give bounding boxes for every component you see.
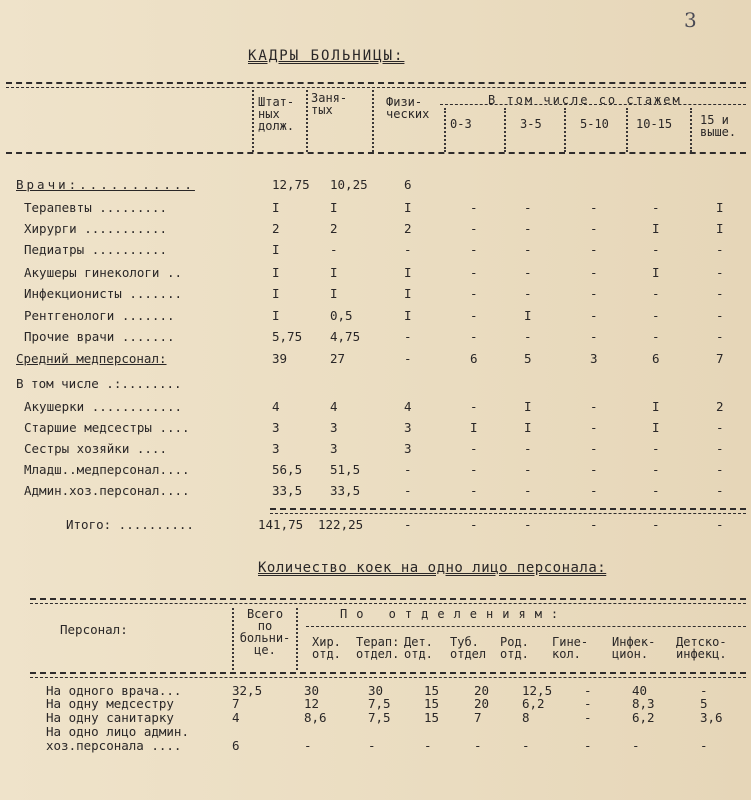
cell-value: I [272,308,280,323]
header-line: отд. [312,647,341,661]
cell-value: - [652,462,660,477]
total-value: - [524,517,532,532]
table2-header-rule [30,672,746,674]
cell-value: 5 [700,696,708,711]
department-header [552,636,588,660]
cell-value: 56,5 [272,462,303,477]
cell-value: I [272,242,280,257]
header-physical [386,96,429,120]
header-line: цион. [612,647,649,661]
cell-value: - [716,462,724,477]
row-label: В том числе .:........ [16,376,182,391]
cell-value: - [700,738,708,753]
row-label: На одно лицо админ. [46,724,189,739]
cell-value: - [522,738,530,753]
header-line: отдел. [356,647,400,661]
cell-value: 2 [404,221,412,236]
department-header [500,636,529,660]
col-divider [626,108,628,152]
cell-value: - [470,308,478,323]
row-label: Админ.хоз.персонал.... [24,483,190,498]
cell-value: - [470,286,478,301]
cell-value: 3 [330,420,338,435]
cell-value: - [304,738,312,753]
header-by-department: По отделениям: [340,607,568,621]
cell-value: 32,5 [232,683,263,698]
cell-value: 12,75 [272,177,310,192]
cell-value: 6,2 [632,710,655,725]
cell-value: - [524,286,532,301]
cell-value: I [330,265,338,280]
row-label: Старшие медсестры .... [24,420,190,435]
header-line: Инфек- [612,635,656,649]
cell-value: 33,5 [272,483,303,498]
page-number: 3 [684,8,697,32]
cell-value: 15 [424,710,440,725]
header-line: Гине- [552,635,589,649]
row-label: Педиатры .......... [24,242,167,257]
total-value: - [652,517,660,532]
header-line: больни- [239,631,291,645]
cell-value: - [652,441,660,456]
cell-value: 3,6 [700,710,723,725]
cell-value: I [652,221,660,236]
total-value: 141,75 [258,517,304,532]
row-label: Прочие врачи ....... [24,329,175,344]
cell-value: I [524,399,532,414]
cell-value: 2 [330,221,338,236]
total-label: Итого: .......... [66,517,194,532]
cell-value: - [470,200,478,215]
cell-value: 30 [368,683,384,698]
cell-value: - [584,696,592,711]
cell-value: 4 [232,710,240,725]
row-label: Хирурги ........... [24,221,167,236]
cell-value: 20 [474,683,490,698]
cell-value: - [590,329,598,344]
header-exp-15-plus [700,114,736,138]
cell-value: 2 [272,221,280,236]
cell-value: - [470,483,478,498]
cell-value: - [652,308,660,323]
title-beds-per-staff: Количество коек на одно лицо персонала: [258,560,607,576]
cell-value: - [584,683,592,698]
col-personal-header: Персонал: [60,622,128,637]
cell-value: - [524,265,532,280]
cell-value: - [470,265,478,280]
cell-value: - [652,329,660,344]
cell-value: - [716,420,724,435]
cell-value: - [524,242,532,257]
cell-value: - [524,462,532,477]
cell-value: 6 [404,177,412,192]
cell-value: 8,3 [632,696,655,711]
cell-value: - [700,683,708,698]
row-label: Средний медперсонал: [16,351,167,366]
header-line: Детско- [676,635,727,649]
department-header [450,636,486,660]
cell-value: - [652,483,660,498]
total-value: - [404,517,412,532]
cell-value: 4 [272,399,280,414]
cell-value: I [524,308,532,323]
cell-value: 33,5 [330,483,361,498]
cell-value: - [590,242,598,257]
header-line: инфекц. [676,647,727,661]
cell-value: - [590,308,598,323]
cell-value: I [404,200,412,215]
cell-value: - [470,462,478,477]
cell-value: - [716,329,724,344]
header-line: Терап: [356,635,400,649]
cell-value: I [716,221,724,236]
col-divider [306,90,308,152]
cell-value: - [470,221,478,236]
row-label: Терапевты ......... [24,200,167,215]
col-divider [296,608,298,670]
cell-value: - [590,286,598,301]
table2-group-rule [306,626,746,627]
cell-value: - [470,242,478,257]
row-label: На одну санитарку [46,710,174,725]
cell-value: 7,5 [368,710,391,725]
cell-value: - [584,710,592,725]
department-header [312,636,341,660]
header-line: Штат- [258,95,295,109]
cell-value: - [590,441,598,456]
header-line: выше. [700,125,737,139]
cell-value: - [470,441,478,456]
cell-value: - [716,483,724,498]
header-experience-group: В том числе со стажем [488,93,682,107]
cell-value: 51,5 [330,462,361,477]
cell-value: - [474,738,482,753]
department-header [404,636,433,660]
department-header [676,636,727,660]
header-line: кол. [552,647,581,661]
cell-value: - [470,329,478,344]
col-divider [232,608,234,670]
cell-value: 39 [272,351,288,366]
cell-value: 6 [470,351,478,366]
cell-value: I [470,420,478,435]
cell-value: 0,5 [330,308,353,323]
cell-value: 20 [474,696,490,711]
cell-value: 3 [404,420,412,435]
cell-value: I [652,420,660,435]
cell-value: I [652,399,660,414]
table1-top-rule-2 [6,87,746,88]
cell-value: 15 [424,683,440,698]
cell-value: 30 [304,683,320,698]
cell-value: - [652,286,660,301]
cell-value: 4,75 [330,329,361,344]
total-rule-2 [270,513,746,514]
cell-value: - [590,483,598,498]
cell-value: 12 [304,696,320,711]
table1-header-rule [6,152,746,154]
cell-value: I [404,265,412,280]
header-line: Заня- [311,91,348,105]
cell-value: - [524,200,532,215]
cell-value: 3 [404,441,412,456]
row-label: Врачи:........... [16,177,195,192]
col-divider [252,90,254,152]
cell-value: 10,25 [330,177,368,192]
total-value: - [590,517,598,532]
header-exp-5-10: 5-10 [580,117,609,131]
cell-value: 3 [272,420,280,435]
cell-value: - [404,242,412,257]
cell-value: 12,5 [522,683,553,698]
cell-value: I [330,286,338,301]
header-line: Хир. [312,635,341,649]
cell-value: - [590,420,598,435]
cell-value: 2 [716,399,724,414]
cell-value: 4 [404,399,412,414]
header-line: 15 и [700,113,729,127]
cell-value: I [330,200,338,215]
department-header [612,636,655,660]
cell-value: 7 [716,351,724,366]
header-line: Всего [246,607,284,621]
row-label: Акушерки ............ [24,399,183,414]
header-staff-positions [258,96,294,132]
cell-value: - [330,242,338,257]
cell-value: - [590,265,598,280]
cell-value: - [590,462,598,477]
cell-value: 3 [590,351,598,366]
header-line: отдел [450,647,487,661]
cell-value: 3 [330,441,338,456]
cell-value: - [470,399,478,414]
cell-value: 8,6 [304,710,327,725]
row-label: хоз.персонала .... [46,738,182,753]
cell-value: 27 [330,351,346,366]
col-divider [372,90,374,152]
cell-value: 7 [232,696,240,711]
cell-value: I [272,200,280,215]
cell-value: - [716,441,724,456]
row-label: На одного врача... [46,683,182,698]
cell-value: - [404,351,412,366]
cell-value: - [590,200,598,215]
cell-value: - [404,483,412,498]
cell-value: - [524,441,532,456]
total-value: 122,25 [318,517,364,532]
cell-value: - [652,242,660,257]
cell-value: - [524,221,532,236]
cell-value: I [404,286,412,301]
cell-value: - [716,265,724,280]
header-line: Род. [500,635,529,649]
cell-value: 7,5 [368,696,391,711]
cell-value: 15 [424,696,440,711]
cell-value: 6 [652,351,660,366]
row-label: Младш..медперсонал.... [24,462,190,477]
row-label: Рентгенологи ....... [24,308,175,323]
cell-value: I [524,420,532,435]
col-total-header [236,608,294,656]
col-divider [690,108,692,152]
cell-value: - [368,738,376,753]
cell-value: I [272,265,280,280]
cell-value: - [652,200,660,215]
cell-value: - [590,399,598,414]
header-line: долж. [258,119,295,133]
cell-value: - [424,738,432,753]
header-line: Туб. [450,635,479,649]
header-line: ческих [386,107,430,121]
row-label: Акушеры гинекологи .. [24,265,183,280]
cell-value: - [584,738,592,753]
table2-top-rule-2 [30,603,746,604]
cell-value: 8 [522,710,530,725]
cell-value: - [524,483,532,498]
cell-value: I [652,265,660,280]
table1-top-rule [6,82,746,84]
total-rule [270,508,746,510]
title-hospital-staff: КАДРЫ БОЛЬНИЦЫ: [248,48,405,64]
cell-value: 5 [524,351,532,366]
header-line: Дет. [404,635,433,649]
cell-value: - [404,462,412,477]
table2-header-rule-2 [30,677,746,678]
department-header [356,636,399,660]
cell-value: - [716,308,724,323]
header-occupied [311,92,347,116]
cell-value: - [632,738,640,753]
cell-value: I [716,200,724,215]
header-line: тых [311,103,333,117]
col-divider [504,108,506,152]
header-line: ных [258,107,280,121]
cell-value: - [590,221,598,236]
row-label: На одну медсестру [46,696,174,711]
cell-value: 6 [232,738,240,753]
col-divider [444,108,446,152]
table2-top-rule [30,598,746,600]
cell-value: I [272,286,280,301]
header-exp-0-3: 0-3 [450,117,472,131]
row-label: Сестры хозяйки .... [24,441,167,456]
cell-value: 7 [474,710,482,725]
header-line: Физи- [386,95,423,109]
cell-value: I [404,308,412,323]
header-line: отд. [404,647,433,661]
cell-value: 3 [272,441,280,456]
cell-value: - [716,242,724,257]
cell-value: 5,75 [272,329,303,344]
cell-value: - [404,329,412,344]
row-label: Инфекционисты ....... [24,286,183,301]
total-value: - [716,517,724,532]
header-exp-3-5: 3-5 [520,117,542,131]
cell-value: 6,2 [522,696,545,711]
header-line: це. [254,643,276,657]
cell-value: - [716,286,724,301]
header-line: по [257,619,273,633]
header-exp-10-15: 10-15 [636,117,673,131]
cell-value: 40 [632,683,648,698]
cell-value: - [524,329,532,344]
col-divider [564,108,566,152]
header-line: отд. [500,647,529,661]
total-value: - [470,517,478,532]
cell-value: 4 [330,399,338,414]
